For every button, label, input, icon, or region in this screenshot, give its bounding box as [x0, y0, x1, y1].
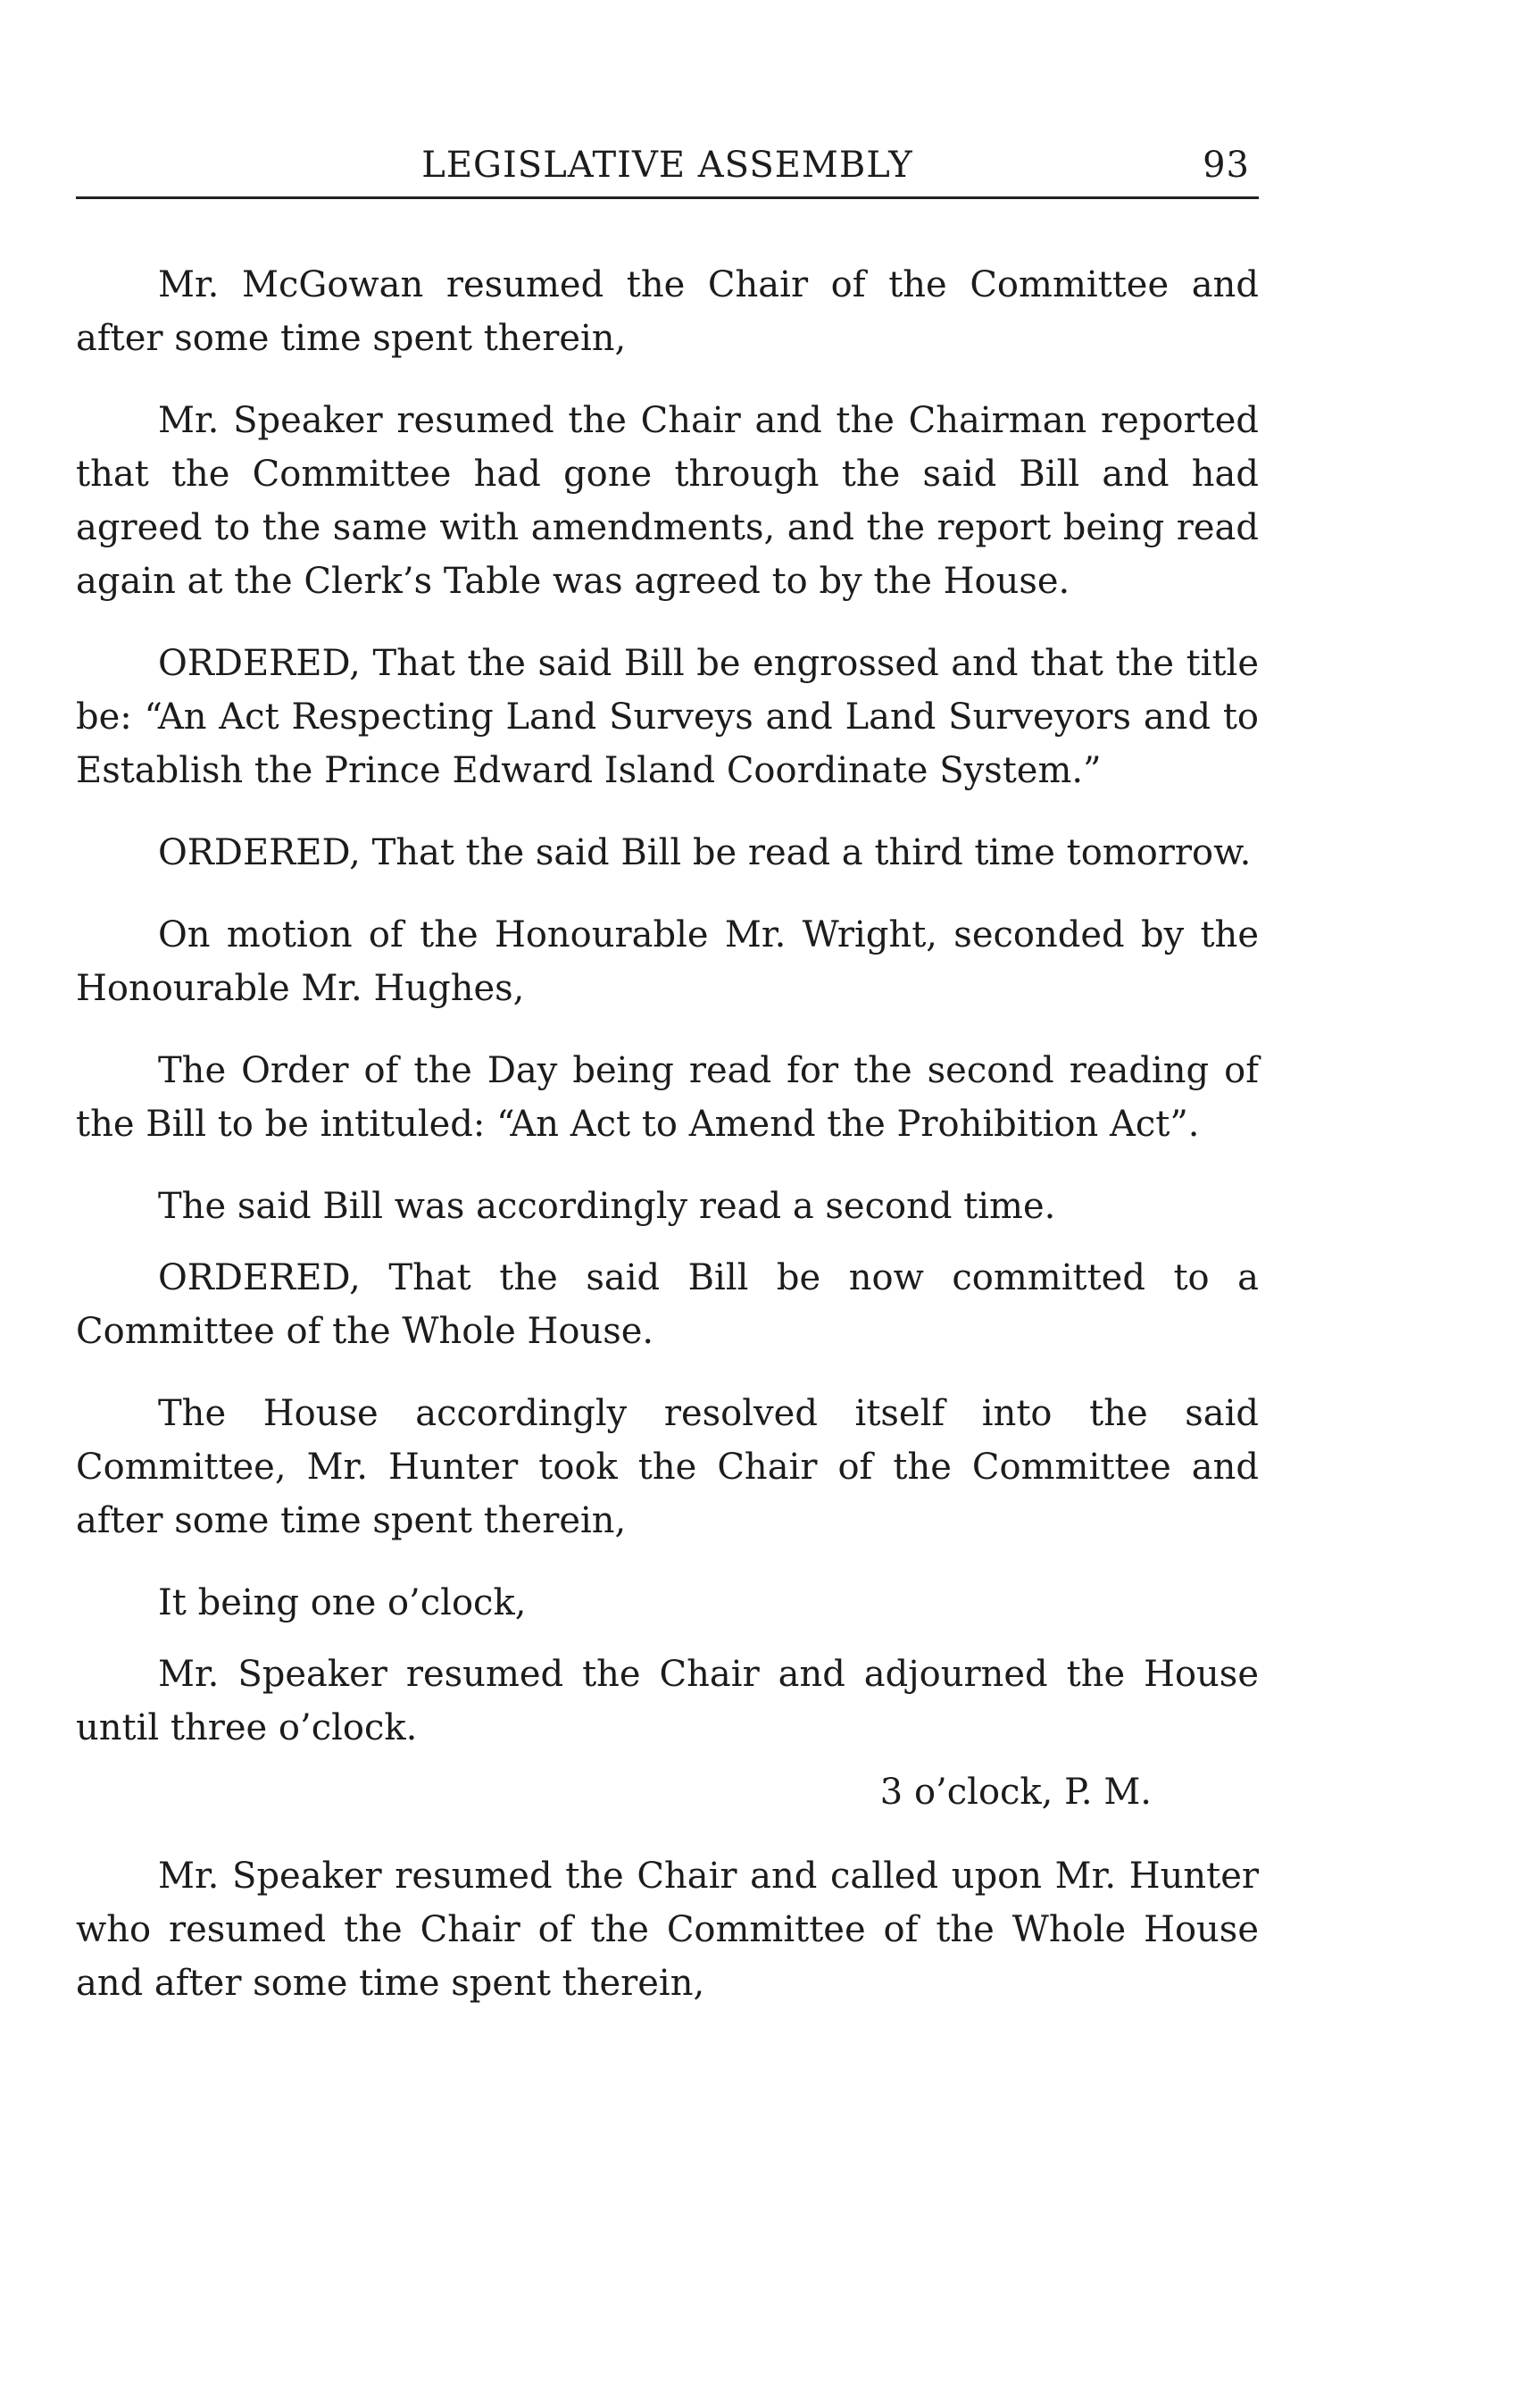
paragraph-speaker-report: Mr. Speaker resumed the Chair and the Chairman reported that the Committee had gone through the said Bill and had agreed to the same with amendments, and the report being read again at the Clerk’s Table was agreed to by the House.	[76, 400, 1259, 602]
paragraph-motion: On motion of the Honourable Mr. Wright, seconded by the Honourable Mr. Hughes,	[76, 914, 1259, 1009]
paragraph-ordered-committed: ORDERED, That the said Bill be now committed to a Committee of the Whole House.	[76, 1257, 1259, 1352]
paragraph-adjourned: Mr. Speaker resumed the Chair and adjourned the House until three o’clock.	[76, 1654, 1259, 1748]
paragraph-committee-resolved: The House accordingly resolved itself into the said Committee, Mr. Hunter took the Chair of the Committee and after some time spent therein,	[76, 1393, 1259, 1541]
running-title: LEGISLATIVE ASSEMBLY	[421, 145, 913, 186]
paragraph-second-reading: The said Bill was accordingly read a second time.	[158, 1186, 1056, 1227]
time-heading: 3 o’clock, P. M.	[879, 1772, 1152, 1813]
paragraph-ordered-third-reading: ORDERED, That the said Bill be read a third time tomorrow.	[158, 832, 1252, 873]
paragraph-mcgowan-resumed: Mr. McGowan resumed the Chair of the Committee and after some time spent therein,	[76, 264, 1259, 359]
page-number: 93	[1203, 145, 1250, 186]
paragraph-one-oclock: It being one o’clock,	[158, 1582, 527, 1623]
document-page	[76, 134, 1259, 2039]
page-header	[76, 134, 1259, 199]
paragraph-speaker-called-hunter: Mr. Speaker resumed the Chair and called upon Mr. Hunter who resumed the Chair of the Committee of the Whole House and after some time spent therein,	[76, 1856, 1259, 2004]
paragraph-ordered-engrossed: ORDERED, That the said Bill be engrossed and that the title be: “An Act Respecting Land Surveys and Land Surveyors and to Establish the Prince Edward Island Coordinate System.”	[76, 643, 1259, 791]
body-text	[76, 258, 1259, 2010]
paragraph-order-of-day: The Order of the Day being read for the second reading of the Bill to be intituled: “An Act to Amend the Prohibition Act”.	[76, 1050, 1259, 1145]
